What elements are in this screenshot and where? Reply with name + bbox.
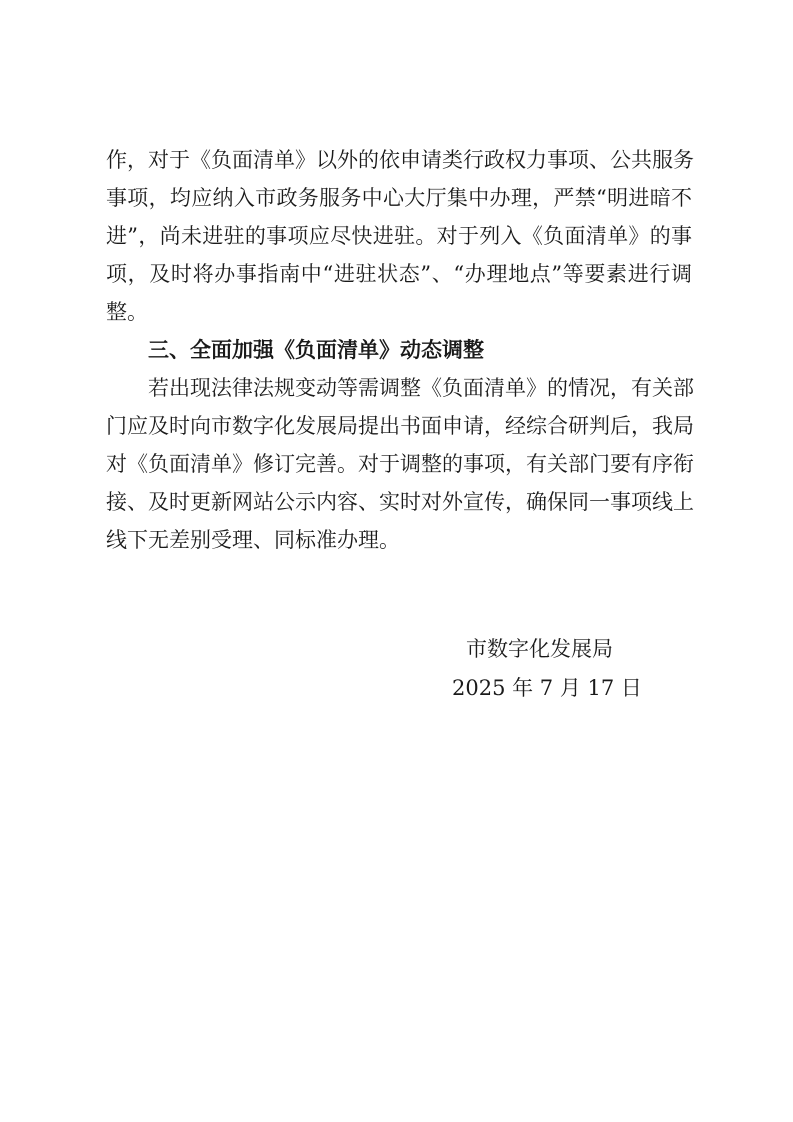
paragraph-line: 项，及时将办事指南中“进驻状态”、“办理地点”等要素进行调 [106,262,692,286]
signature-organization: 市数字化发展局 [466,637,613,661]
paragraph-line: 线下无差别受理、同标准办理。 [106,528,400,552]
paragraph-line: 作，对于《负面清单》以外的依申请类行政权力事项、公共服务 [106,148,694,172]
section-heading: 三、全面加强《负面清单》动态调整 [148,338,484,362]
paragraph-line: 对《负面清单》修订完善。对于调整的事项，有关部门要有序衔 [106,452,694,476]
paragraph-line: 进”，尚未进驻的事项应尽快进驻。对于列入《负面清单》的事 [106,224,692,248]
paragraph-line: 整。 [106,300,148,324]
signature-date: 2025 年 7 月 17 日 [452,676,642,700]
paragraph-line: 事项，均应纳入市政务服务中心大厅集中办理，严禁“明进暗不 [106,186,692,210]
paragraph-line: 门应及时向市数字化发展局提出书面申请，经综合研判后，我局 [106,414,694,438]
paragraph-line: 接、及时更新网站公示内容、实时对外宣传，确保同一事项线上 [106,490,694,514]
paragraph-line: 若出现法律法规变动等需调整《负面清单》的情况，有关部 [148,376,694,400]
